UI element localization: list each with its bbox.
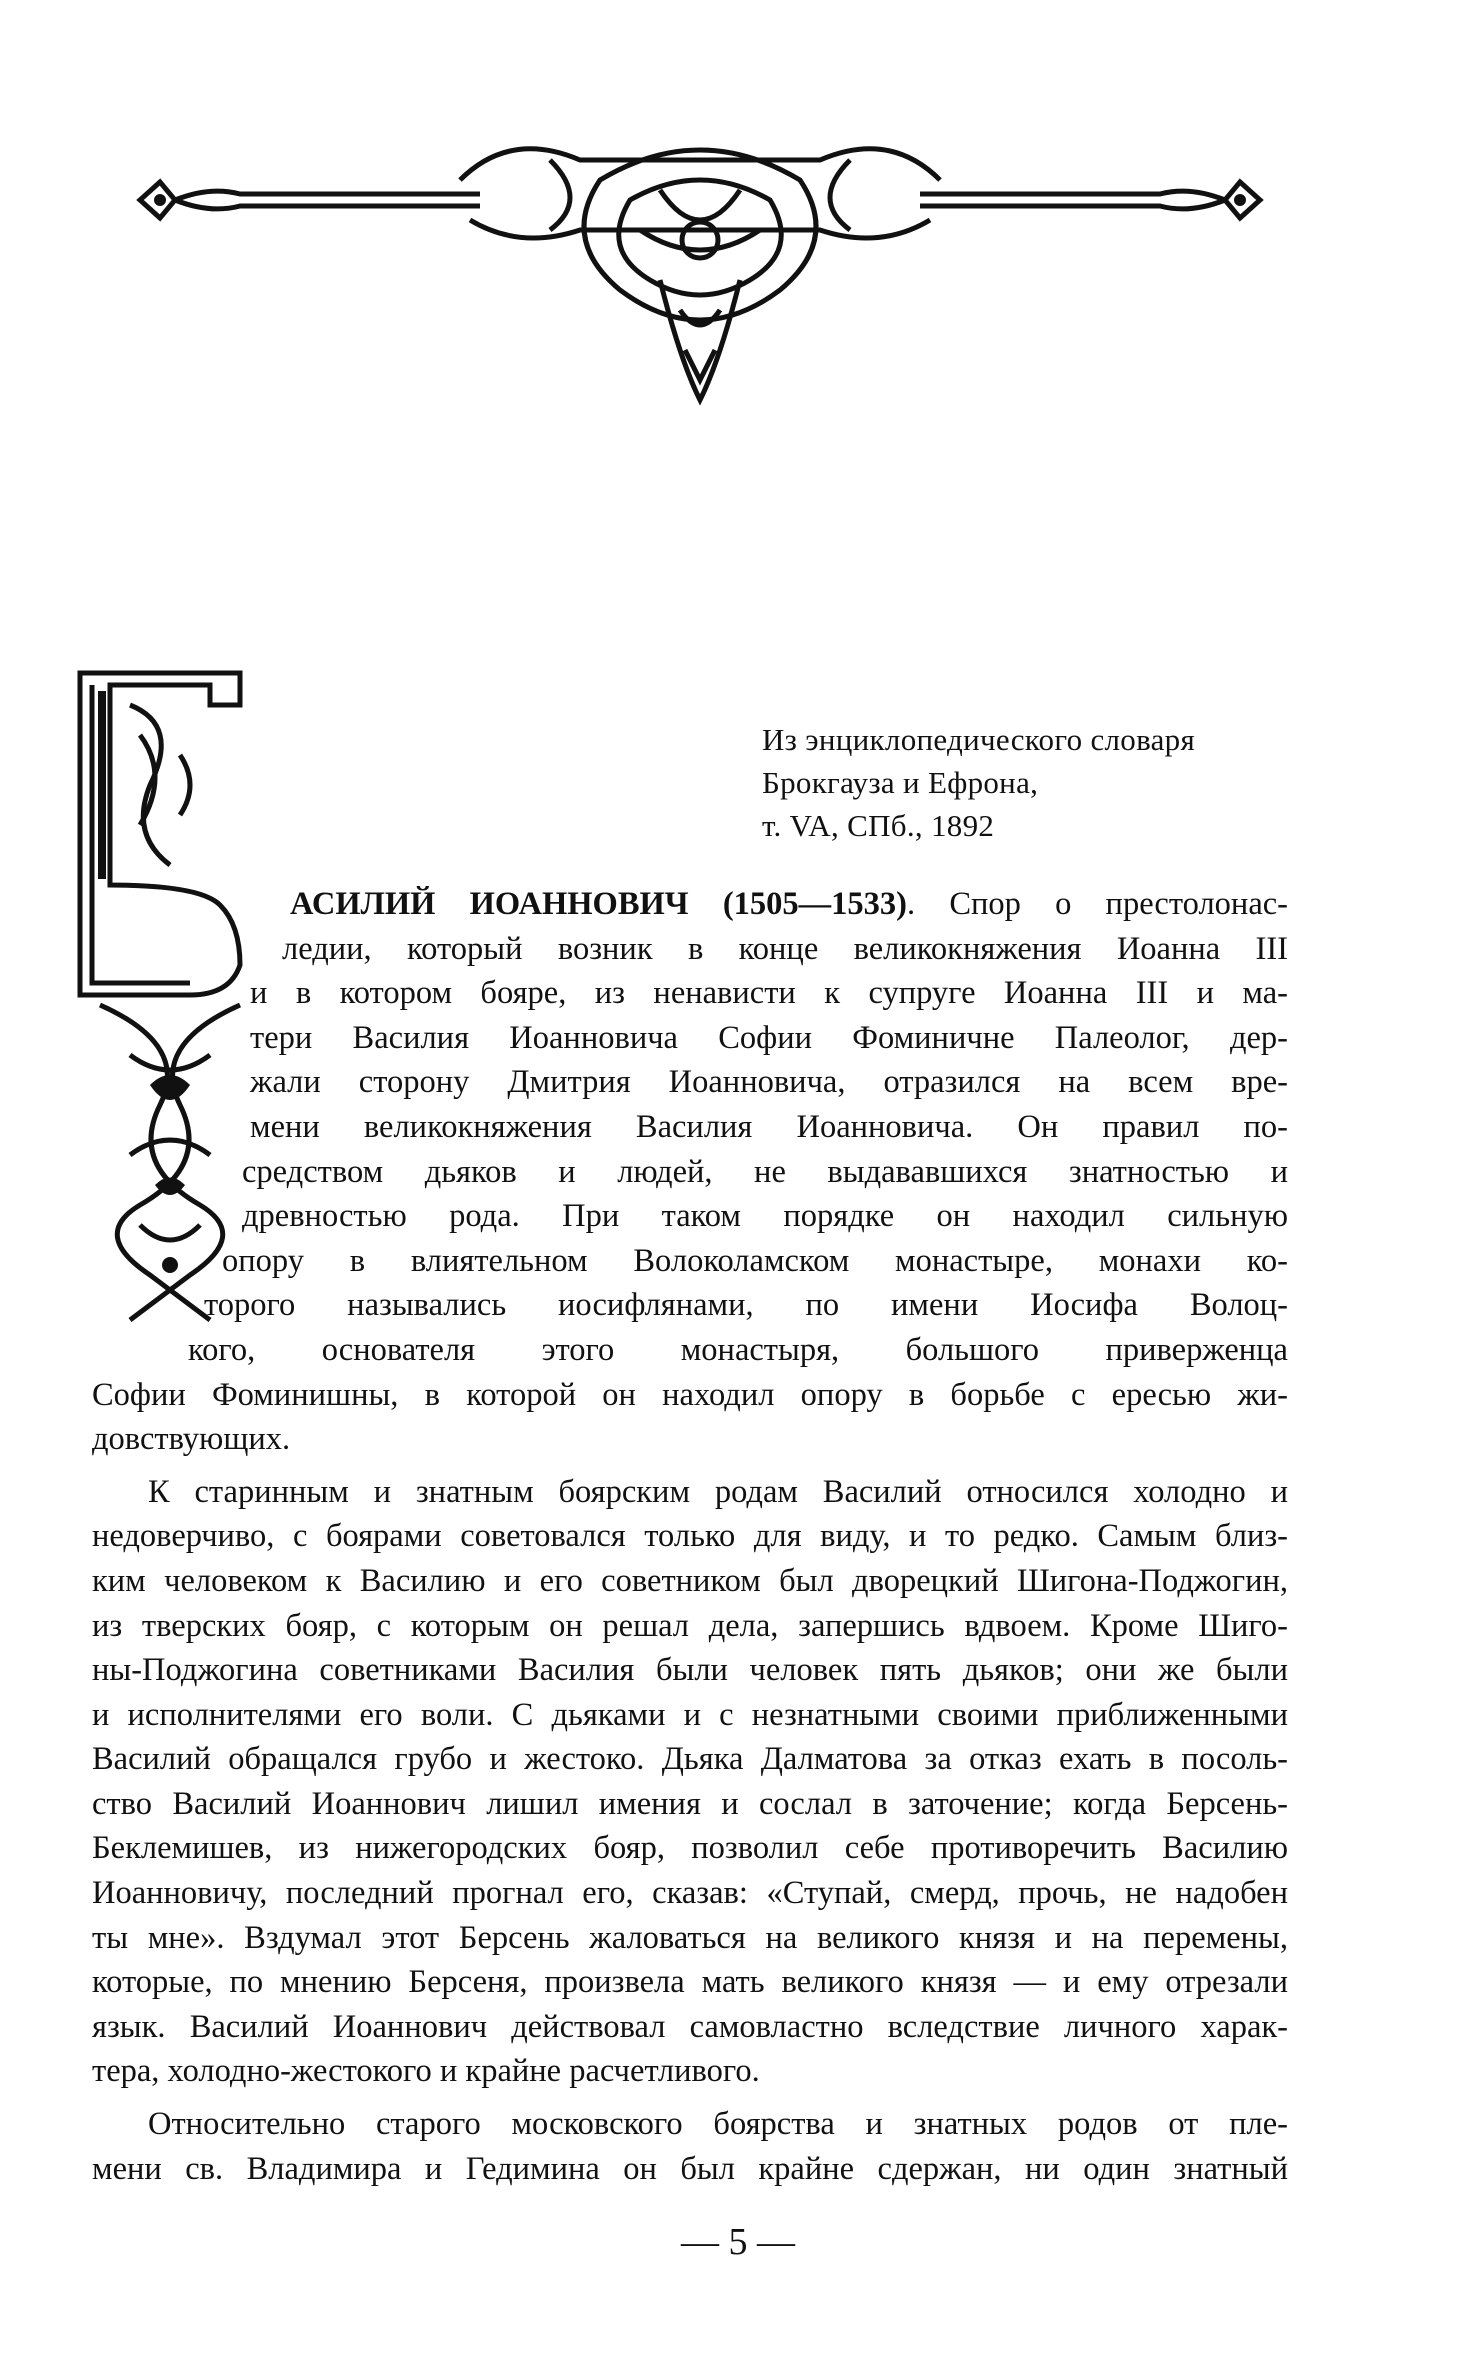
text-line: Иоанновичу, последний прогнал его, сказав: «Ступай, смерд, прочь, не надобен — [92, 1875, 1288, 1912]
text-line: из тверских бояр, с которым он решал дела, запершись вдвоем. Кроме Шиго- — [92, 1607, 1288, 1644]
text-line: мени св. Владимира и Гедимина он был крайне сдержан, ни один знатный — [92, 2150, 1288, 2187]
text-line: тера, холодно-жестокого и крайне расчетливого. — [92, 2053, 760, 2090]
text-line: ны-Поджогина советниками Василия были человек пять дьяков; они же были — [92, 1652, 1288, 1689]
article-body — [92, 882, 1288, 2191]
text-line: торого назывались иосифлянами, по имени Иосифа Волоц- — [204, 1287, 1288, 1324]
text-line: жали сторону Дмитрия Иоанновича, отразился на всем вре- — [250, 1064, 1288, 1101]
text-line: недоверчиво, с боярами советовался только для виду, и то редко. Самым близ- — [92, 1518, 1288, 1555]
source-line-3: т. VA, СПб., 1892 — [762, 808, 995, 843]
text-line: средством дьяков и людей, не выдававшихся знатностью и — [242, 1153, 1288, 1190]
text-line: ледии, который возник в конце великокняжения Иоанна III — [282, 930, 1288, 967]
text-line: древностью рода. При таком порядке он находил сильную — [242, 1198, 1288, 1235]
text-line: и в котором бояре, из ненависти к супруге Иоанна III и ма- — [250, 975, 1288, 1012]
text-line: Василий обращался грубо и жестоко. Дьяка Далматова за отказ ехать в посоль- — [92, 1741, 1288, 1778]
text-line: язык. Василий Иоаннович действовал самовластно вследствие личного харак- — [92, 2008, 1288, 2045]
article-heading: АСИЛИЙ ИОАННОВИЧ (1505—1533) — [290, 886, 907, 922]
text-line: и исполнителями его воли. С дьяками и с незнатными своими приближенными — [92, 1696, 1288, 1733]
text-line: тери Василия Иоанновича Софии Фоминичне Палеолог, дер- — [250, 1019, 1288, 1056]
text-line: которые, по мнению Берсеня, произвела мать великого князя — и ему отрезали — [92, 1964, 1288, 2001]
page-number: — 5 — — [681, 2221, 795, 2263]
text-line: ство Василий Иоаннович лишил имения и сослал в заточение; когда Берсень- — [92, 1785, 1288, 1822]
text-line: кого, основателя этого монастыря, большого приверженца — [188, 1331, 1288, 1368]
text-line: Относительно старого московского боярства и знатных родов от пле- — [148, 2106, 1288, 2143]
source-line-2: Брокгауза и Ефрона, — [762, 765, 1039, 800]
text-line: ты мне». Вздумал этот Берсень жаловаться на великого князя и на перемены, — [92, 1919, 1288, 1956]
text-line: Софии Фоминишны, в которой он находил опору в борьбе с ересью жи- — [92, 1376, 1288, 1413]
source-note — [762, 718, 1195, 847]
text-line: АСИЛИЙ ИОАННОВИЧ (1505—1533). Спор о престолонас- — [290, 886, 1288, 922]
text-line: К старинным и знатным боярским родам Василий относился холодно и — [148, 1473, 1288, 1510]
text-line: опору в влиятельном Волоколамском монастыре, монахи ко- — [222, 1242, 1288, 1279]
text-line: ким человеком к Василию и его советником был дворецкий Шигона-Поджогин, — [92, 1562, 1288, 1599]
text-line: мени великокняжения Василия Иоанновича. Он правил по- — [250, 1108, 1288, 1145]
text-line: довствующих. — [92, 1421, 291, 1458]
text-line: Беклемишев, из нижегородских бояр, позволил себе противоречить Василию — [92, 1830, 1288, 1867]
source-line-1: Из энциклопедического словаря — [762, 722, 1196, 757]
ornament-headpiece — [120, 120, 1280, 420]
